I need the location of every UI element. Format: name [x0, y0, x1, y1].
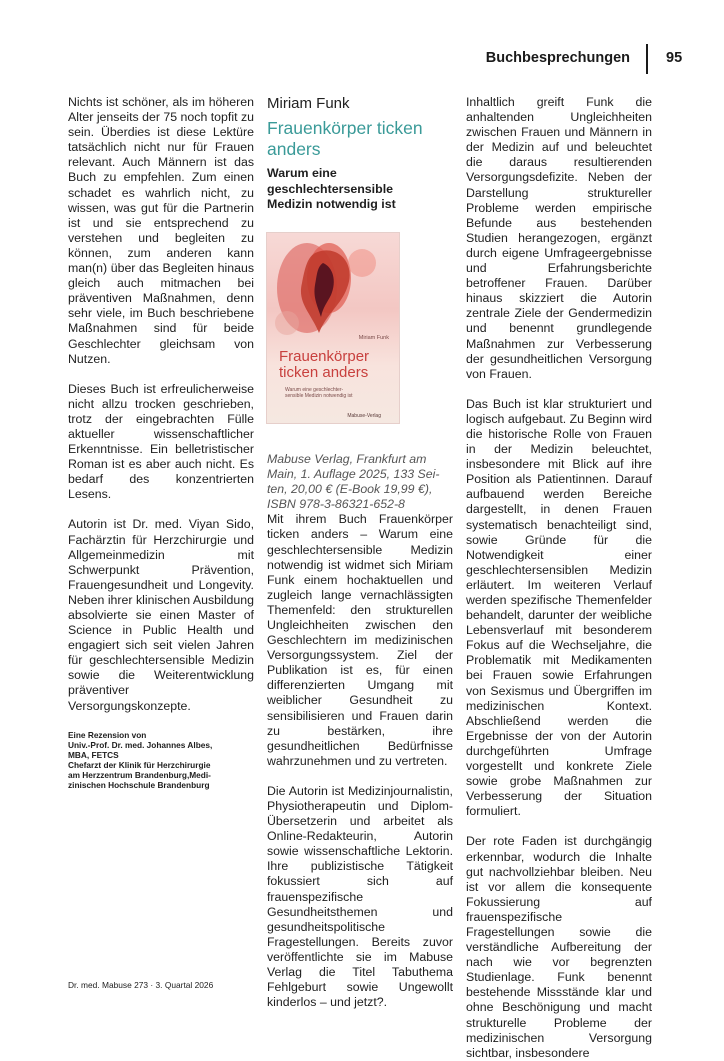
cover-subtitle-line: Warum eine geschlechter- — [285, 386, 344, 393]
reviewer-line: am Herzzentrum Brandenburg,Medi- — [68, 769, 211, 780]
publication-info — [267, 452, 453, 513]
reviewer-line: Univ.-Prof. Dr. med. Johannes Albes, — [68, 739, 213, 750]
pubinfo-line: Mabuse Verlag, Frankfurt am — [267, 451, 427, 466]
paragraph: Mit ihrem Buch Frauenkörper ticken anders – Warum eine geschlechtersensible Medizin notwendig ist widmet sich Miriam Funk einem hochaktuellen und zugleich lange vernachlässigten Themenfeld: den strukturellen Ungleichheiten zwischen den Geschlechtern im medizinischen Versorgungssystem. Ziel der Publikation ist es, für einen differenzierten Umgang mit weiblicher Gesundheit zu sensibilisieren und Frauen darin zu bestärken, ihre gesundheitlichen Bedürfnisse wahrzunehmen und zu vertreten. — [267, 512, 453, 768]
cover-title-line: ticken anders — [279, 363, 369, 381]
reviewer-line: Chefarzt der Klinik für Herzchirurgie — [68, 759, 211, 770]
page-header — [0, 44, 724, 76]
paragraph: Inhaltlich greift Funk die anhaltenden Ungleichheiten zwischen Frauen und Männern in der Medizin auf und beleuchtet die daraus resultierenden Versorgungsdefizite. Neben der Darstellung struktureller Probleme werden empirische Befunde aus bestehenden Studien herangezogen, ergänzt durch eigene Umfrageergebnisse und Erfahrungsberichte betroffener Frauen. Darüber hinaus skizziert die Autorin zentrale Ziele der Gendermedizin und benennt grundlegende Maßnahmen zur Verbesserung der gesundheitlichen Versorgung von Frauen. — [466, 95, 652, 381]
pubinfo-line: ten, 20,00 € (E-Book 19,99 €), — [267, 481, 433, 496]
section-title: Buchbesprechungen — [485, 50, 630, 66]
book-subtitle-line: Medizin notwendig ist — [267, 197, 396, 211]
paragraph: Autorin ist Dr. med. Viyan Sido, Fachärztin für Herzchirurgie und Allgemeinmedizin mit Schwerpunkt Prävention, Frauengesundheit und Longevity. Neben ihrer klinischen Ausbildung absolvierte sie einen Master of Science in Public Health und engagiert sich seit vielen Jahren für geschlechtersensible Medizin sowie die Weiterentwicklung präventiver Versorgungskonzepte. — [68, 517, 254, 713]
book-author: Miriam Funk — [267, 95, 350, 112]
cover-author: Miriam Funk — [358, 334, 389, 341]
cover-artwork — [267, 233, 399, 343]
reviewer-line: MBA, FETCS — [68, 749, 119, 760]
cover-title-line: Frauenkörper — [279, 347, 370, 365]
cover-title — [279, 349, 369, 381]
cover-subtitle — [285, 387, 385, 399]
paragraph: Dieses Buch ist erfreulicherweise nicht allzu trocken geschrieben, trotz der eingebrachten Fülle aktueller wissenschaftlicher Erkenntnisse. Ein belletristischer Roman ist es aber auch nicht. Es bedarf des konzentrierten Lesens. — [68, 381, 254, 502]
reviewer-line: Eine Rezension von — [68, 729, 147, 740]
pubinfo-line: Main, 1. Auflage 2025, 133 Sei- — [267, 466, 440, 481]
paragraph: Die Autorin ist Medizinjournalistin, Physiotherapeutin und Diplom-Übersetzerin und arbeitet als Online-Redakteurin, Autorin sowie wissenschaftliche Lektorin. Ihre publizistische Tätigkeit fokussiert sich auf frauenspezifische Gesundheitsthemen und gesundheitspolitische Fragestellungen. Bereits zuvor veröffentlichte sie im Mabuse Verlag die Titel Tabuthema Fehlgeburt sowie Ungewollt kinderlos – und jetzt?. — [267, 783, 453, 1010]
book-title-line: anders — [267, 139, 321, 159]
header-divider — [646, 44, 648, 74]
column-right — [466, 95, 652, 1061]
page-number: 95 — [666, 50, 683, 66]
paragraph: Das Buch ist klar strukturiert und logisch aufgebaut. Zu Beginn wird die historische Rolle von Frauen in der Medizin beleuchtet, insbesondere mit Blick auf ihre Position als Patientinnen. Darauf aufbauend werden Bereiche dargestellt, in denen Frauen systematisch benachteiligt sind, sowie Gründe für die Notwendigkeit einer geschlechtersensiblen Medizin erläutert. Im weiteren Verlauf werden spezifische Themenfelder behandelt, darunter der weibliche Lebensverlauf mit besonderem Fokus auf die Wechseljahre, die Problematik mit Medikamenten bei Frauen sowie Erfahrungen von Sexismus und Übergriffen im medizinischen Kontext. Abschließend werden die Ergebnisse der von der Autorin durchgeführten Umfrage vorgestellt und konkrete Ziele sowie grobe Maßnahmen zur Verbesserung der Situation formuliert. — [466, 396, 652, 819]
book-subtitle-line: Warum eine geschlechtersensible — [267, 166, 394, 196]
book-title-line: Frauenkörper ticken — [267, 118, 423, 138]
page-footer: Dr. med. Mabuse 273 · 3. Quartal 2026 — [68, 980, 214, 990]
column-left — [68, 95, 254, 790]
paragraph: Nichts ist schöner, als im höheren Alter jenseits der 75 noch topfit zu sein. Überdies ist diese Lektüre tatsächlich nicht nur für Frauen relevant. Auch Männern ist das Buch zu empfehlen. Zum einen schadet es wahrlich nicht, zu wissen, was gut für die Partnerin ist und sie entsprechend zu verstehen und begleiten zu können, zum anderen kann man(n) über das Begleiten hinaus gleich auch mitmachen bei präventiven Maßnahmen, denn sehr viele, im Buch beschriebene Maßnahmen sind für beide Geschlechter gleichsam von Nutzen. — [68, 95, 254, 366]
reviewer-credit — [68, 730, 254, 790]
cover-publisher: Mabuse-Verlag — [347, 412, 381, 419]
column-middle — [267, 95, 453, 1010]
reviewer-line: zinischen Hochschule Brandenburg — [68, 779, 210, 790]
pubinfo-line: ISBN 978-3-86321-652-8 — [267, 497, 405, 512]
book-cover-image — [267, 233, 399, 423]
paragraph: Der rote Faden ist durchgängig erkennbar, wodurch die Inhalte gut nachvollziehbar bleiben. Neu ist vor allem die konsequente Fokussierung auf frauenspezifische Fragestellungen sowie die verständliche Aufbereitung der nach wie vor begrenzten Studienlage. Funk benennt bestehende Missstände klar und ohne Beschönigung und macht strukturelle Probleme der medizinischen Versorgung sichtbar, insbesondere — [466, 834, 652, 1060]
cover-subtitle-line: sensible Medizin notwendig ist — [285, 392, 353, 399]
book-subtitle — [267, 166, 453, 213]
book-title — [267, 118, 453, 160]
